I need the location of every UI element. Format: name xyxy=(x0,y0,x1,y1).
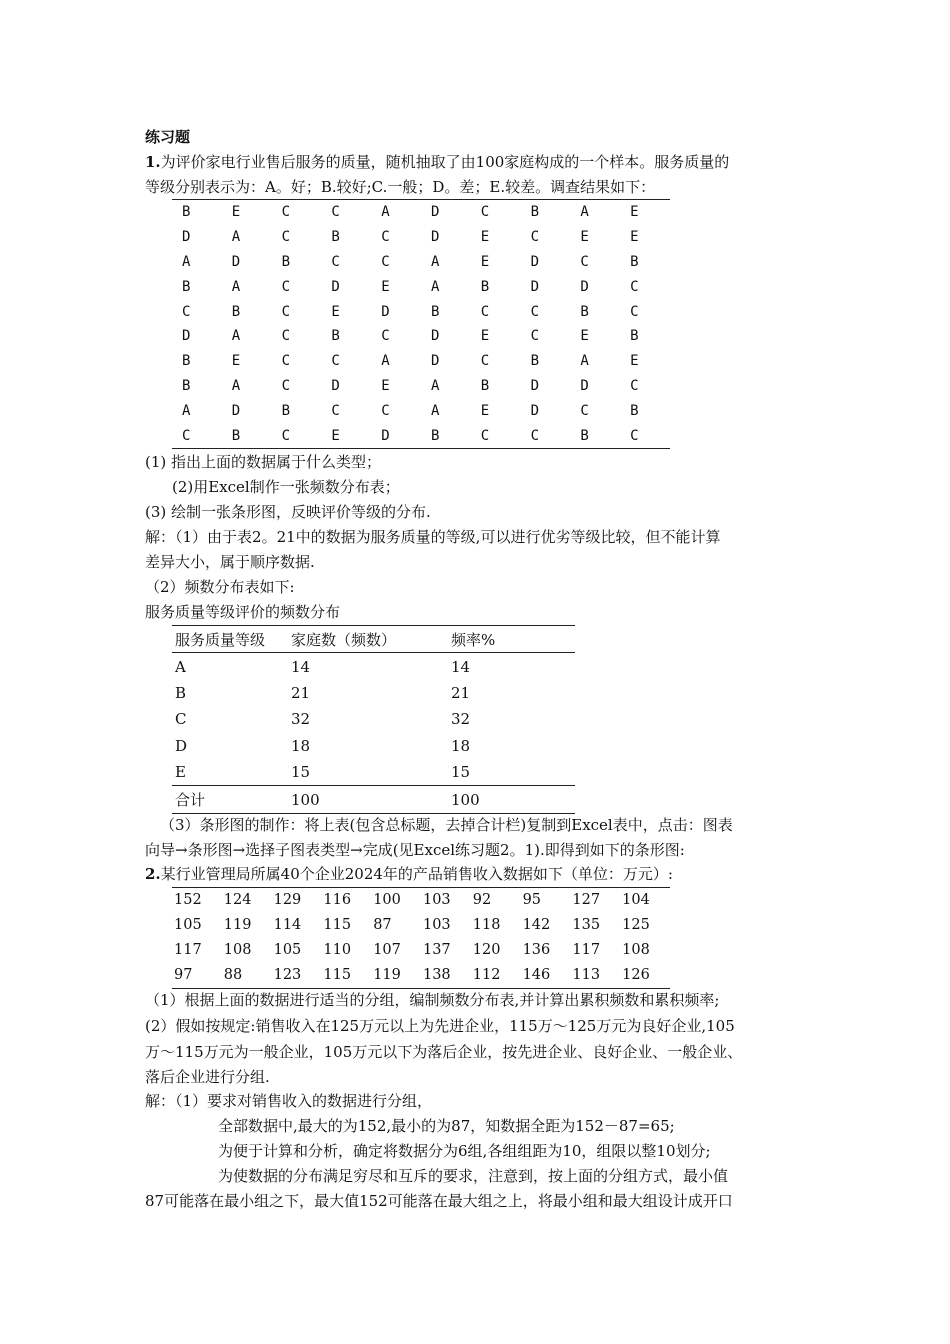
grade-cell: D xyxy=(430,353,440,370)
grade-cell: E xyxy=(580,229,589,246)
table-row xyxy=(172,250,670,275)
sales-cell: 119 xyxy=(373,967,401,984)
grade-cell: B xyxy=(430,303,440,320)
sales-cell: 120 xyxy=(472,942,501,959)
grade-cell: C xyxy=(331,353,340,370)
header-count: 家庭数（频数） xyxy=(289,626,449,653)
table-row xyxy=(172,706,575,732)
header-percent: 频率% xyxy=(449,626,575,653)
grade-cell: E xyxy=(381,278,390,295)
sales-cell: 110 xyxy=(323,942,352,959)
q2-answer-line2: 全部数据中,最大的为152,最小的为87，知数据全距为152－87=65; xyxy=(218,1117,675,1135)
grade-cell: D xyxy=(430,204,440,221)
q2-number: 2. xyxy=(145,865,161,883)
grade-cell: B xyxy=(480,377,490,394)
sales-cell: 116 xyxy=(323,892,352,909)
total-count: 100 xyxy=(289,786,449,813)
percent-cell: 15 xyxy=(451,763,471,782)
grade-cell: E xyxy=(480,402,490,419)
sales-cell: 103 xyxy=(422,892,451,909)
table-row xyxy=(172,653,575,680)
table-row xyxy=(172,680,575,706)
grade-cell: E xyxy=(630,204,639,221)
grade-cell: C xyxy=(580,253,589,270)
sales-cell: 137 xyxy=(422,942,451,959)
sales-cell: 100 xyxy=(373,892,401,909)
grade-cell: C xyxy=(182,303,191,320)
frequency-table-header xyxy=(172,626,575,653)
grade-cell: A xyxy=(182,402,191,419)
table-row xyxy=(172,398,670,423)
grade-cell: B xyxy=(630,328,639,345)
q2-line1 xyxy=(145,864,673,884)
grade-cell: C xyxy=(480,303,490,320)
grade-cell: B xyxy=(182,353,191,370)
grade-cell: C xyxy=(175,710,187,729)
grade-cell: C xyxy=(381,328,390,345)
grade-cell: B xyxy=(580,427,589,444)
grade-cell: C xyxy=(480,353,490,370)
sales-cell: 87 xyxy=(373,917,392,934)
grade-cell: C xyxy=(630,427,639,444)
sales-cell: 118 xyxy=(472,917,501,934)
grade-cell: C xyxy=(530,328,540,345)
grade-cell: A xyxy=(231,278,241,295)
grade-cell: E xyxy=(630,229,639,246)
grade-cell: A xyxy=(430,253,440,270)
grade-cell: C xyxy=(530,229,540,246)
sales-cell: 92 xyxy=(472,892,492,909)
sales-cell: 119 xyxy=(223,917,252,934)
grade-cell: C xyxy=(530,427,540,444)
sales-cell: 103 xyxy=(422,917,451,934)
grade-cell: B xyxy=(182,204,191,221)
grade-cell: D xyxy=(530,253,540,270)
sales-cell: 126 xyxy=(622,967,650,984)
sales-cell: 146 xyxy=(522,967,551,984)
q2-answer-line5: 87可能落在最小组之下，最大值152可能落在最大组之上，将最小组和最大组设计成开口 xyxy=(145,1192,733,1210)
sales-cell: 117 xyxy=(174,942,202,959)
grade-cell: B xyxy=(630,402,639,419)
sales-cell: 129 xyxy=(273,892,302,909)
table-row xyxy=(172,963,670,988)
header-grade: 服务质量等级 xyxy=(172,626,289,653)
q2-sub2-line3: 落后企业进行分组. xyxy=(145,1068,270,1086)
q2-answer-line3: 为便于计算和分析，确定将数据分为6组,各组组距为10，组限以整10划分; xyxy=(218,1142,711,1160)
sales-table xyxy=(172,887,670,989)
table-row xyxy=(172,759,575,786)
table-row xyxy=(172,888,670,913)
grade-cell: C xyxy=(381,229,390,246)
q1-answer2: （2）频数分布表如下: xyxy=(145,578,295,596)
table-row xyxy=(172,938,670,963)
grade-cell: A xyxy=(381,353,390,370)
grade-cell: C xyxy=(281,328,291,345)
table-row xyxy=(172,349,670,374)
sales-cell: 115 xyxy=(323,917,352,934)
sales-cell: 117 xyxy=(572,942,601,959)
grade-cell: C xyxy=(630,377,639,394)
freq-table-title: 服务质量等级评价的频数分布 xyxy=(145,603,341,621)
q2-answer-line1: 解：（1）要求对销售收入的数据进行分组， xyxy=(145,1092,433,1110)
grade-cell: B xyxy=(331,229,340,246)
q1-sub3: (3) 绘制一张条形图，反映评价等级的分布. xyxy=(145,503,431,521)
percent-cell: 21 xyxy=(451,683,471,702)
q1-line1 xyxy=(145,152,729,172)
sales-cell: 107 xyxy=(373,942,401,959)
sales-cell: 127 xyxy=(572,892,601,909)
grade-table xyxy=(172,199,670,449)
q1-sub2: (2)用Excel制作一张频数分布表； xyxy=(172,478,400,496)
grade-cell: D xyxy=(182,229,191,246)
grade-cell: A xyxy=(381,204,390,221)
grade-cell: B xyxy=(231,427,241,444)
sales-cell: 123 xyxy=(273,967,302,984)
count-cell: 21 xyxy=(291,683,311,702)
grade-cell: C xyxy=(381,253,390,270)
grade-cell: C xyxy=(182,427,191,444)
sales-cell: 142 xyxy=(522,917,551,934)
count-cell: 18 xyxy=(291,736,311,755)
percent-cell: 32 xyxy=(451,710,471,729)
grade-cell: E xyxy=(580,328,589,345)
q1-answer1-line1: 解：（1）由于表2。21中的数据为服务质量的等级,可以进行优劣等级比较，但不能计算 xyxy=(145,528,721,546)
sales-cell: 105 xyxy=(273,942,302,959)
grade-cell: A xyxy=(580,204,589,221)
grade-cell: B xyxy=(175,683,187,702)
grade-cell: C xyxy=(281,229,291,246)
grade-cell: D xyxy=(580,377,589,394)
grade-cell: E xyxy=(480,253,490,270)
q2-sub2-line2: 万～115万元为一般企业，105万元以下为落后企业，按先进企业、良好企业、一般企业、 xyxy=(145,1043,743,1061)
grade-cell: D xyxy=(182,328,191,345)
q2-text1: 某行业管理局所属40个企业2024年的产品销售收入数据如下（单位：万元）: xyxy=(160,865,673,883)
grade-cell: D xyxy=(530,278,540,295)
grade-cell: E xyxy=(480,328,490,345)
sales-cell: 124 xyxy=(223,892,252,909)
grade-cell: D xyxy=(331,278,340,295)
grade-cell: B xyxy=(430,427,440,444)
count-cell: 15 xyxy=(291,763,311,782)
grade-cell: B xyxy=(630,253,639,270)
sales-cell: 97 xyxy=(174,967,193,984)
total-label: 合计 xyxy=(172,786,289,813)
total-percent: 100 xyxy=(449,786,575,813)
grade-cell: A xyxy=(182,253,191,270)
percent-cell: 14 xyxy=(451,657,471,676)
grade-cell: C xyxy=(331,204,340,221)
grade-cell: D xyxy=(381,427,390,444)
grade-cell: A xyxy=(175,657,186,676)
grade-cell: D xyxy=(430,328,440,345)
table-row xyxy=(172,299,670,324)
sales-cell: 105 xyxy=(174,917,202,934)
table-row xyxy=(172,200,670,225)
sales-cell: 95 xyxy=(522,892,542,909)
grade-cell: C xyxy=(480,204,490,221)
q1-line2: 等级分别表示为：A。好；B.较好;C.一般；D。差；E.较差。调查结果如下： xyxy=(145,178,656,196)
q1-sub1: (1) 指出上面的数据属于什么类型； xyxy=(145,453,382,471)
grade-cell: C xyxy=(281,427,291,444)
sales-cell: 135 xyxy=(572,917,601,934)
grade-cell: D xyxy=(381,303,390,320)
grade-cell: B xyxy=(182,377,191,394)
grade-cell: A xyxy=(231,377,241,394)
sales-cell: 113 xyxy=(572,967,601,984)
sales-cell: 115 xyxy=(323,967,352,984)
q2-sub1: （1）根据上面的数据进行适当的分组，编制频数分布表,并计算出累积频数和累积频率; xyxy=(145,991,720,1009)
grade-cell: E xyxy=(331,303,340,320)
sales-cell: 152 xyxy=(174,892,202,909)
sales-cell: 125 xyxy=(622,917,650,934)
sales-cell: 108 xyxy=(622,942,650,959)
grade-cell: C xyxy=(630,303,639,320)
grade-cell: E xyxy=(630,353,639,370)
count-cell: 14 xyxy=(291,657,311,676)
grade-cell: C xyxy=(281,278,291,295)
grade-cell: D xyxy=(231,402,241,419)
count-cell: 32 xyxy=(291,710,311,729)
table-row xyxy=(172,374,670,399)
grade-cell: A xyxy=(231,328,241,345)
grade-cell: E xyxy=(331,427,340,444)
grade-cell: E xyxy=(480,229,490,246)
grade-cell: A xyxy=(580,353,589,370)
grade-cell: C xyxy=(281,377,291,394)
grade-cell: C xyxy=(331,253,340,270)
q1-text1: 为评价家电行业售后服务的质量，随机抽取了由100家庭构成的一个样本。服务质量的 xyxy=(160,153,730,171)
total-row xyxy=(172,786,575,813)
grade-cell: B xyxy=(331,328,340,345)
grade-cell: D xyxy=(530,402,540,419)
sales-cell: 108 xyxy=(223,942,252,959)
grade-cell: D xyxy=(231,253,241,270)
table-row xyxy=(172,733,575,759)
grade-cell: D xyxy=(175,736,188,755)
grade-cell: A xyxy=(430,278,440,295)
q1-answer1-line2: 差异大小，属于顺序数据. xyxy=(145,553,315,571)
grade-cell: D xyxy=(530,377,540,394)
heading: 练习题 xyxy=(145,128,191,146)
grade-cell: C xyxy=(630,278,639,295)
sales-cell: 112 xyxy=(472,967,501,984)
grade-cell: C xyxy=(331,402,340,419)
q1-answer3-line1: （3）条形图的制作：将上表(包含总标题，去掉合计栏)复制到Excel表中，点击：图表 xyxy=(160,816,733,834)
table-row xyxy=(172,324,670,349)
q2-answer-line4: 为使数据的分布满足穷尽和互斥的要求，注意到，按上面的分组方式，最小值 xyxy=(218,1167,729,1185)
grade-cell: B xyxy=(281,253,291,270)
q1-number: 1. xyxy=(145,153,161,171)
grade-cell: C xyxy=(281,204,291,221)
q1-answer3-line2: 向导→条形图→选择子图表类型→完成(见Excel练习题2。1).即得到如下的条形图: xyxy=(145,841,685,859)
table-row xyxy=(172,423,670,448)
grade-cell: C xyxy=(281,303,291,320)
grade-cell: A xyxy=(231,229,241,246)
grade-cell: C xyxy=(580,402,589,419)
grade-cell: B xyxy=(281,402,291,419)
frequency-table xyxy=(172,625,575,814)
grade-cell: E xyxy=(381,377,390,394)
grade-cell: C xyxy=(480,427,490,444)
grade-cell: A xyxy=(430,402,440,419)
grade-cell: E xyxy=(231,204,241,221)
grade-cell: B xyxy=(231,303,241,320)
grade-cell: D xyxy=(430,229,440,246)
grade-cell: C xyxy=(530,303,540,320)
sales-cell: 136 xyxy=(522,942,551,959)
grade-cell: E xyxy=(231,353,241,370)
q2-sub2-line1: (2）假如按规定:销售收入在125万元以上为先进企业，115万～125万元为良好企业,105 xyxy=(145,1017,735,1035)
grade-cell: B xyxy=(580,303,589,320)
grade-cell: B xyxy=(530,353,540,370)
grade-cell: C xyxy=(281,353,291,370)
sales-cell: 88 xyxy=(223,967,243,984)
grade-cell: A xyxy=(430,377,440,394)
grade-cell: B xyxy=(182,278,191,295)
grade-cell: C xyxy=(381,402,390,419)
table-row xyxy=(172,274,670,299)
sales-cell: 114 xyxy=(273,917,302,934)
sales-cell: 138 xyxy=(422,967,451,984)
sales-cell: 104 xyxy=(622,892,650,909)
percent-cell: 18 xyxy=(451,736,471,755)
grade-cell: B xyxy=(530,204,540,221)
grade-cell: E xyxy=(175,763,186,782)
table-row xyxy=(172,913,670,938)
grade-cell: D xyxy=(580,278,589,295)
table-row xyxy=(172,225,670,250)
grade-cell: B xyxy=(480,278,490,295)
grade-cell: D xyxy=(331,377,340,394)
